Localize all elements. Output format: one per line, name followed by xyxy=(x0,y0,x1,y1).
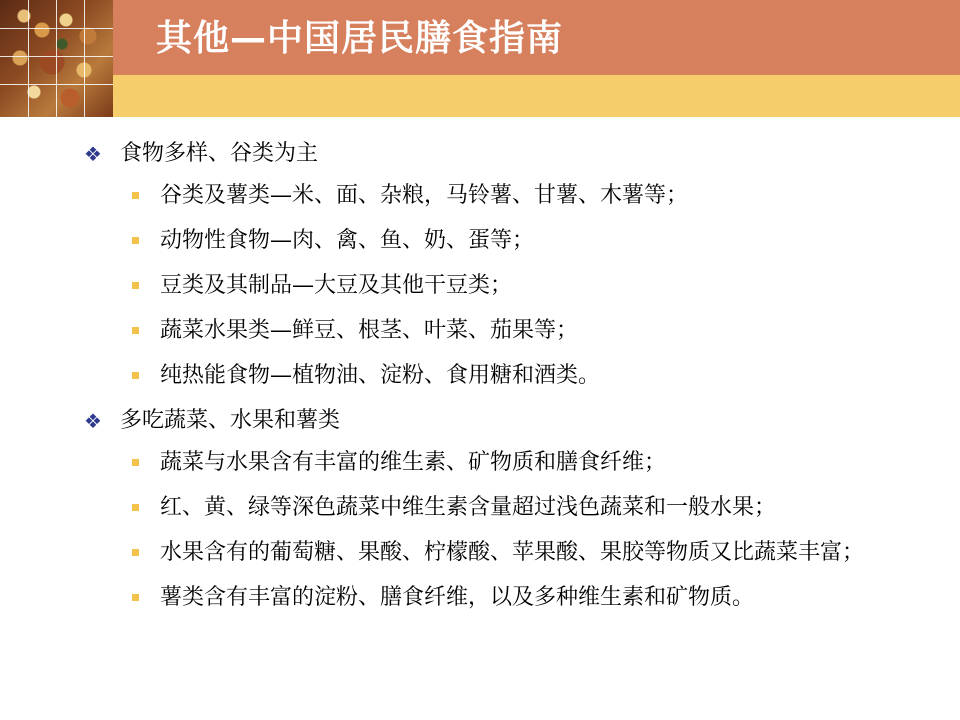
square-bullet-icon xyxy=(132,549,139,556)
slide-content xyxy=(84,138,934,627)
list-item: 红、黄、绿等深色蔬菜中维生素含量超过浅色蔬菜和一般水果； xyxy=(160,492,934,524)
list-item: 谷类及薯类—米、面、杂粮，马铃薯、甘薯、木薯等； xyxy=(160,180,934,212)
square-bullet-icon xyxy=(132,372,139,379)
diamond-bullet-icon: ❖ xyxy=(84,409,102,433)
food-photo xyxy=(0,0,113,117)
square-bullet-icon xyxy=(132,237,139,244)
square-bullet-icon xyxy=(132,594,139,601)
square-bullet-icon xyxy=(132,504,139,511)
list-item: 豆类及其制品—大豆及其他干豆类； xyxy=(160,270,934,302)
diamond-bullet-icon: ❖ xyxy=(84,142,102,166)
square-bullet-icon xyxy=(132,327,139,334)
square-bullet-icon xyxy=(132,282,139,289)
list-item: 纯热能食物—植物油、淀粉、食用糖和酒类。 xyxy=(160,360,934,392)
list-item: 水果含有的葡萄糖、果酸、柠檬酸、苹果酸、果胶等物质又比蔬菜丰富； xyxy=(160,537,934,569)
list-item: 蔬菜与水果含有丰富的维生素、矿物质和膳食纤维； xyxy=(160,447,934,479)
slide-title: 其他—中国居民膳食指南 xyxy=(156,18,564,59)
square-bullet-icon xyxy=(132,192,139,199)
section-heading: ❖ 多吃蔬菜、水果和薯类 xyxy=(84,405,934,437)
list-item: 薯类含有丰富的淀粉、膳食纤维，以及多种维生素和矿物质。 xyxy=(160,582,934,614)
list-item: 蔬菜水果类—鲜豆、根茎、叶菜、茄果等； xyxy=(160,315,934,347)
section-heading: ❖ 食物多样、谷类为主 xyxy=(84,138,934,170)
list-item: 动物性食物—肉、禽、鱼、奶、蛋等； xyxy=(160,225,934,257)
accent-band xyxy=(0,75,960,117)
square-bullet-icon xyxy=(132,459,139,466)
